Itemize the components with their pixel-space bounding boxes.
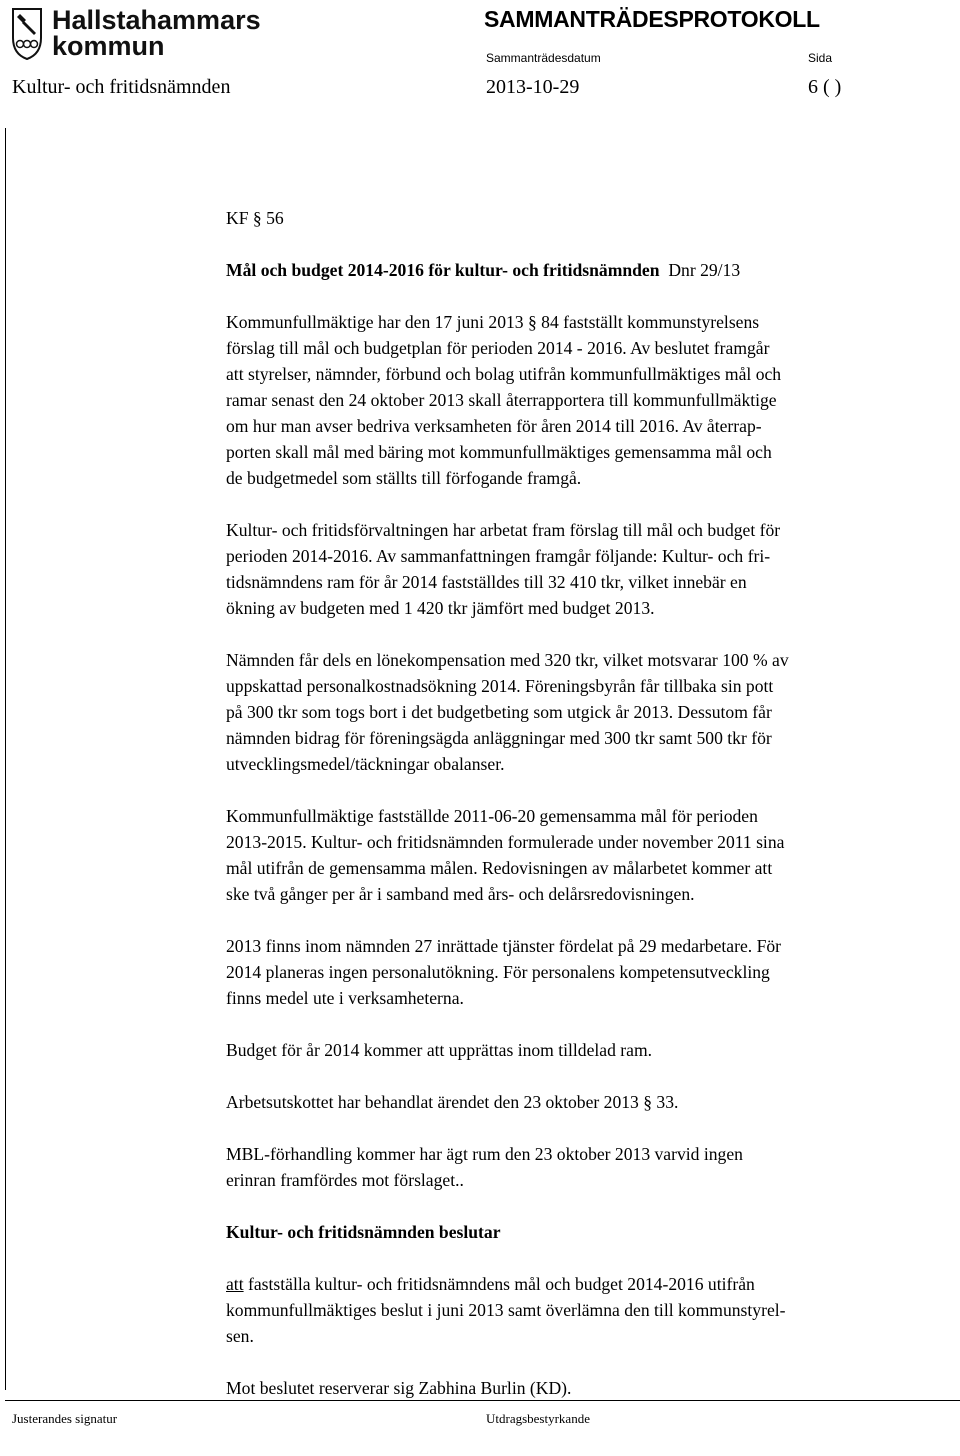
footer-rule xyxy=(5,1400,960,1401)
meeting-date: 2013-10-29 xyxy=(486,76,580,98)
paragraph-line: ramar senast den 24 oktober 2013 skall återrapportera till kommunfullmäktige xyxy=(226,390,777,410)
body-paragraph xyxy=(226,1037,946,1063)
body-paragraph xyxy=(226,803,946,907)
page-label: Sida xyxy=(808,51,833,65)
paragraph-line: de budgetmedel som ställts till förfogande framgå. xyxy=(226,468,582,488)
paragraph-line: porten skall mål med bäring mot kommunfullmäktiges gemensamma mål och xyxy=(226,442,772,462)
paragraph-line: Nämnden får dels en lönekompensation med 320 tkr, vilket motsvarar 100 % av xyxy=(226,650,789,670)
paragraph-line: Kultur- och fritidsförvaltningen har arbetat fram förslag till mål och budget för xyxy=(226,520,781,540)
paragraph-line: ske två gånger per år i samband med års- och delårsredovisningen. xyxy=(226,884,695,904)
dnr: Dnr 29/13 xyxy=(668,260,741,280)
paragraph-ref: KF § 56 xyxy=(226,208,284,228)
decision-line1: fastställa kultur- och fritidsnämndens mål och budget 2014-2016 utifrån xyxy=(243,1274,755,1294)
paragraph-line: Kommunfullmäktige fastställde 2011-06-20 gemensamma mål för perioden xyxy=(226,806,758,826)
page-number: 6 ( ) xyxy=(808,76,842,98)
decision-line2: kommunfullmäktiges beslut i juni 2013 samt överlämna den till kommunstyrel- xyxy=(226,1300,786,1320)
paragraph-line: uppskattad personalkostnadsökning 2014. Föreningsbyrån får tillbaka sin pott xyxy=(226,676,774,696)
extract-certification-label: Utdragsbestyrkande xyxy=(486,1411,590,1426)
paragraph-line: 2014 planeras ingen personalutökning. För personalens kompetensutveckling xyxy=(226,962,770,982)
logo-text-line1: Hallstahammars xyxy=(52,5,261,35)
paragraph-line: Arbetsutskottet har behandlat ärendet den 23 oktober 2013 § 33. xyxy=(226,1092,679,1112)
paragraphs xyxy=(226,309,946,1193)
signature-label: Justerandes signatur xyxy=(12,1411,118,1426)
body-paragraph xyxy=(226,517,946,621)
section-title-line xyxy=(226,257,946,283)
left-margin-line xyxy=(5,128,6,1390)
paragraph-line: på 300 tkr som togs bort i det budgetbeting som utgick år 2013. Dessutom får xyxy=(226,702,772,722)
body-paragraph xyxy=(226,309,946,491)
paragraph-line: perioden 2014-2016. Av sammanfattningen framgår följande: Kultur- och fri- xyxy=(226,546,771,566)
paragraph-line: Kommunfullmäktige har den 17 juni 2013 § 84 fastställt kommunstyrelsens xyxy=(226,312,760,332)
coat-of-arms-icon xyxy=(12,8,42,60)
section-title: Mål och budget 2014-2016 för kultur- och fritidsnämnden xyxy=(226,260,660,280)
paragraph-line: MBL-förhandling kommer har ägt rum den 23 oktober 2013 varvid ingen xyxy=(226,1144,743,1164)
decision-att: att xyxy=(226,1274,244,1294)
decision-heading: Kultur- och fritidsnämnden beslutar xyxy=(226,1222,501,1242)
paragraph-line: om hur man avser bedriva verksamheten för åren 2014 till 2016. Av återrap- xyxy=(226,416,762,436)
paragraph-line: ökning av budgeten med 1 420 tkr jämfört med budget 2013. xyxy=(226,598,655,618)
decision-text xyxy=(226,1271,946,1349)
body-paragraph xyxy=(226,933,946,1011)
paragraph-line: Budget för år 2014 kommer att upprättas inom tilldelad ram. xyxy=(226,1040,653,1060)
paragraph-line: att styrelser, nämnder, förbund och bolag utifrån kommunfullmäktiges mål och xyxy=(226,364,782,384)
paragraph-line: finns medel ute i verksamheterna. xyxy=(226,988,464,1008)
reservation: Mot beslutet reserverar sig Zabhina Burlin (KD). xyxy=(226,1378,572,1398)
paragraph-line: erinran framfördes mot förslaget.. xyxy=(226,1170,464,1190)
logo-text-line2: kommun xyxy=(52,31,165,61)
committee-name: Kultur- och fritidsnämnden xyxy=(12,76,231,98)
body-paragraph xyxy=(226,1089,946,1115)
paragraph-line: förslag till mål och budgetplan för perioden 2014 - 2016. Av beslutet framgår xyxy=(226,338,770,358)
paragraph-line: 2013-2015. Kultur- och fritidsnämnden formulerade under november 2011 sina xyxy=(226,832,785,852)
paragraph-line: 2013 finns inom nämnden 27 inrättade tjänster fördelat på 29 medarbetare. För xyxy=(226,936,782,956)
paragraph-line: nämnden bidrag för föreningsägda anläggningar med 300 tkr samt 500 tkr för xyxy=(226,728,772,748)
paragraph-line: tidsnämndens ram för år 2014 fastställdes till 32 410 tkr, vilket innebär en xyxy=(226,572,747,592)
body-paragraph xyxy=(226,1141,946,1193)
paragraph-line: utvecklingsmedel/täckningar obalanser. xyxy=(226,754,505,774)
decision-line3: sen. xyxy=(226,1326,254,1346)
body-paragraph xyxy=(226,647,946,777)
protocol-body xyxy=(226,205,946,1427)
document-type-title: SAMMANTRÄDESPROTOKOLL xyxy=(484,6,820,32)
meeting-date-label: Sammanträdesdatum xyxy=(486,51,601,65)
paragraph-line: mål utifrån de gemensamma målen. Redovisningen av målarbetet kommer att xyxy=(226,858,773,878)
